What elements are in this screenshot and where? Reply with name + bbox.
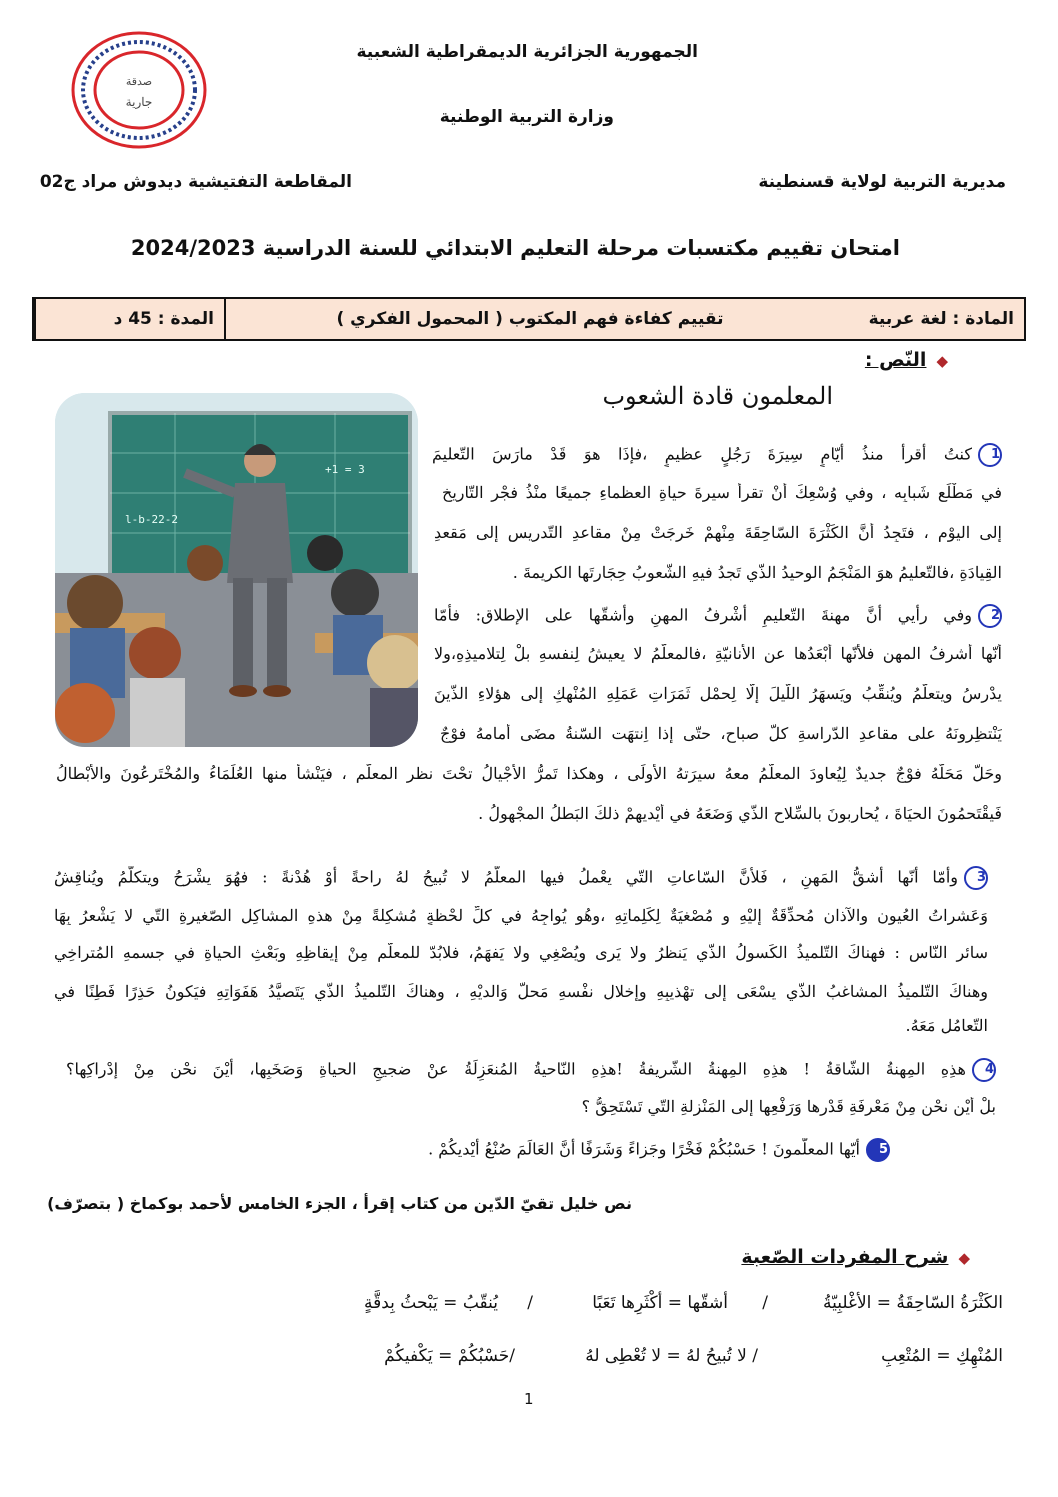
vocab-heading	[741, 1246, 970, 1268]
line-text: وفي رأيي أنَّ مهنةَ التّعليمِ أشْرفُ المهنِ وأشقّها على الإطلاق: فأمّا	[434, 605, 972, 625]
line-text: هذِهِ المِهنةُ الشّاقةُ ! هذِهِ المِهنةُ الشّريفةُ !هذِهِ النّاحيةُ المُنعَزِلَةُ عنْ ضجيجِ الحياةِ وَصَخَبِها، أيْنَ نحْن مِنْ إدْراكِها؟	[66, 1059, 966, 1079]
vocab-item: المُنْهِكِ = المُتْعِبِ	[881, 1346, 1003, 1366]
text-line	[432, 443, 1002, 467]
text-line: وهناكَ التّلميذُ المشاغبُ الذّي يسْعَى إلى تهْذيبِهِ وإخلالِ نفْسهِ مَحلَّ وَالديْهِ ، وهناكَ التّلميذُ الذّي يَتَصيَّدُ هَفَوَاتِهِ فيَكونُ حَذِرًا فَطِنًا في	[54, 982, 988, 1001]
vocab-item: / لا تُبيحُ لهُ = لا تُعْطِى لهُ	[585, 1346, 758, 1366]
vocab-item: الكَثْرَةُ السّاحِقَةُ = الأغْلبِيّةُ	[823, 1293, 1003, 1313]
text-line: يَنْتظِرونَهُ على مقاعدِ الدّراسةِ كلَّ صباحٍ، حتّى إذا اِنتهَت السّنةُ مضَى أمامهُ فوْجٌ	[440, 724, 1002, 743]
text-title: المعلمون قادة الشعوب	[602, 382, 833, 410]
text-line: في مَطْلَعِ شَبابِه ، وفي وُسْعِكَ أنْ تقرأَ سيرةَ حياةِ العظماءِ جميعًا منْذُ فجْرِ التّاريخِ	[442, 483, 1002, 502]
diamond-bullet-icon: ◆	[958, 1249, 970, 1267]
vocab-item: يُنقّبُ = يَبْحثُ بِدقَّةٍ	[363, 1293, 498, 1313]
duration-cell: المدة : 45 د	[34, 299, 224, 339]
paragraph-number-4-icon: 4	[972, 1058, 996, 1082]
diamond-bullet-icon: ◆	[936, 352, 948, 370]
vocab-item: أشقّها = أكْثَرِها تَعَبًا	[592, 1293, 728, 1313]
line-text: أيّها المعلّمونَ ! حَسْبُكُمْ فَخْرًا وجَزاءً وَشَرَفًا أنَّ العَالَمَ صُنْعُ أَيْديكُمْ .	[428, 1139, 860, 1159]
republic-title: الجمهورية الجزائرية الديمقراطية الشعبية	[356, 42, 698, 62]
vocab-heading-label: شرح المفردات الصّعبة	[741, 1246, 949, 1268]
svg-text:صدقة: صدقة	[125, 75, 153, 88]
text-source: نص خليل تقيّ الدّين من كتاب إقرأ ، الجزء الخامس لأحمد بوكماخ ( بتصرّف)	[47, 1194, 632, 1213]
directorate-label: مديرية التربية لولاية قسنطينة	[758, 172, 1006, 192]
text-heading-label: النّص :	[864, 349, 927, 371]
vocab-separator: /	[762, 1293, 768, 1313]
stamp	[70, 30, 208, 150]
classroom-illustration	[55, 393, 418, 747]
paragraph-number-2-icon: 2	[978, 604, 1002, 628]
text-line: أنّها أَشرفُ المهنِ فلأنّها أَبْعَدُها عنِ الأنانيّةِ ،فالمعلّمُ لا يعيشُ لِنفسهِ بلْ لِتلاميذِهِ،ولا	[434, 644, 1002, 663]
paragraph-number-5-icon: 5	[866, 1138, 890, 1162]
text-line	[54, 866, 988, 890]
assessment-cell: تقييم كفاءة فهم المكتوب ( المحمول الفكري )	[224, 299, 834, 339]
text-line: وَعَشراتُ العُيونِ والآذانِ مُحدِّقَةٌ إليْهِ و مُصْغيَةٌ لِكَلِماتِهِ ،وهُو يُواجِهُ في كلِّ لحْظةٍ مُشكِلةً مِنْ هذهِ المشاكِلِ الصّغيرةِ التّي لا يَشْعرُ بِهَا	[54, 906, 988, 925]
text-line: يدْرسُ ويتعلّمُ ويُنقِّبُ ويَسهَرُ اللّيلَ إلّا لِحمْلِ ثَمَرَاتِ عَمَلِهِ المُنْهِكِ إلى هؤلاءِ الذّينَ	[434, 684, 1002, 703]
text-line	[0, 1138, 890, 1162]
line-text: وأمّا أنّها أشقُّ المَهنِ ، فَلأنَّ السّاعاتِ التّي يعْملُ فيها المعلّمُ لا تُبيحُ لهُ راحةً أوْ هُدْنةً : فهُوَ يشْرَحُ ويتكلَّمُ ويُناقِشُ	[54, 867, 958, 887]
text-line: سائرِ النّاسِ : فهناكَ التّلميذُ الكَسولُ الذّي يَنظرُ ولا يَرى ويُصْغِي ولا يَفهَمُ، فلابُدّ للمعلّمِ مِنْ إيقاظِهِ وبَعْثِ الحياةِ في جسمهِ المُتراخِي	[54, 943, 988, 962]
text-line: إلى اليوْمِ ، فتَجِدُ أنَّ الكَثْرَةَ السّاحِقَةَ مِنْهمْ خَرجَتْ مِنْ مقاعدِ التّدريسِ إلى مَقعدِ	[434, 523, 1002, 542]
text-line: فَيقْتَحمُونَ الحيَاةَ ، يُحارِبونَ بالسِّلاحِ الذّي وَضَعَهُ في أيْديهِمْ ذلكَ البَطلُ المجْهولُ .	[478, 804, 1002, 823]
svg-text:l-b-22-2: l-b-22-2	[125, 513, 178, 526]
exam-title: امتحان تقييم مكتسبات مرحلة التعليم الابتدائي للسنة الدراسية 2024/2023	[130, 236, 900, 260]
district-label: المقاطعة التفتيشية ديدوش مراد ج02	[39, 172, 352, 192]
subject-cell: المادة : لغة عربية	[868, 309, 1014, 329]
exam-info-table	[32, 297, 1026, 341]
text-line: التّعامُلِ مَعَهُ.	[905, 1016, 988, 1035]
paragraph-number-1-icon: 1	[978, 443, 1002, 467]
paragraph-number-3-icon: 3	[964, 866, 988, 890]
ministry-title: وزارة التربية الوطنية	[439, 107, 614, 127]
vocab-separator: /	[527, 1293, 533, 1313]
page-number: 1	[524, 1390, 534, 1408]
text-line	[66, 1058, 996, 1082]
svg-text:جارية: جارية	[125, 95, 153, 109]
text-line	[434, 604, 1002, 628]
text-line: بلْ أيْن نحْن مِنْ مَعْرِفَةِ قَدْرِها وَرَفْعِها إلى المَنْزِلةِ التّي تَسْتَحِقُّ ؟	[581, 1097, 996, 1116]
text-line: القِيادَةِ ،فالتّعليمُ هوَ المَنْجَمُ الوحيدُ الذّي تَجدُ فيهِ الشّعوبُ حِجَارتَها الكريمةَ .	[512, 563, 1002, 582]
svg-text:+1 = 3: +1 = 3	[325, 463, 365, 476]
line-text: كنتُ أقرأُ منذُ أيّامٍ سِيرَةَ رَجُلٍ عظيمٍ ،فإذَا هوَ قَدْ مارَسَ التّعليمَ	[432, 444, 972, 464]
vocab-item: /حَسْبُكُمْ = يَكْفيكُمْ	[384, 1346, 515, 1366]
text-heading	[865, 349, 948, 371]
text-line: وحَلَّ مَحَلَّهُ فوْجٌ جديدٌ لِيُعاوِدَ المعلّمُ معهُ سيرَتهُ الأولَى ، وهكذا تَمرُّ الأجْيالُ تحْتَ نظرِ المعلّمِ ، فيَنْشأُ منها العُلَمَاءُ والمُخْتَرِعُونَ والأبْطالُ	[56, 764, 1002, 783]
